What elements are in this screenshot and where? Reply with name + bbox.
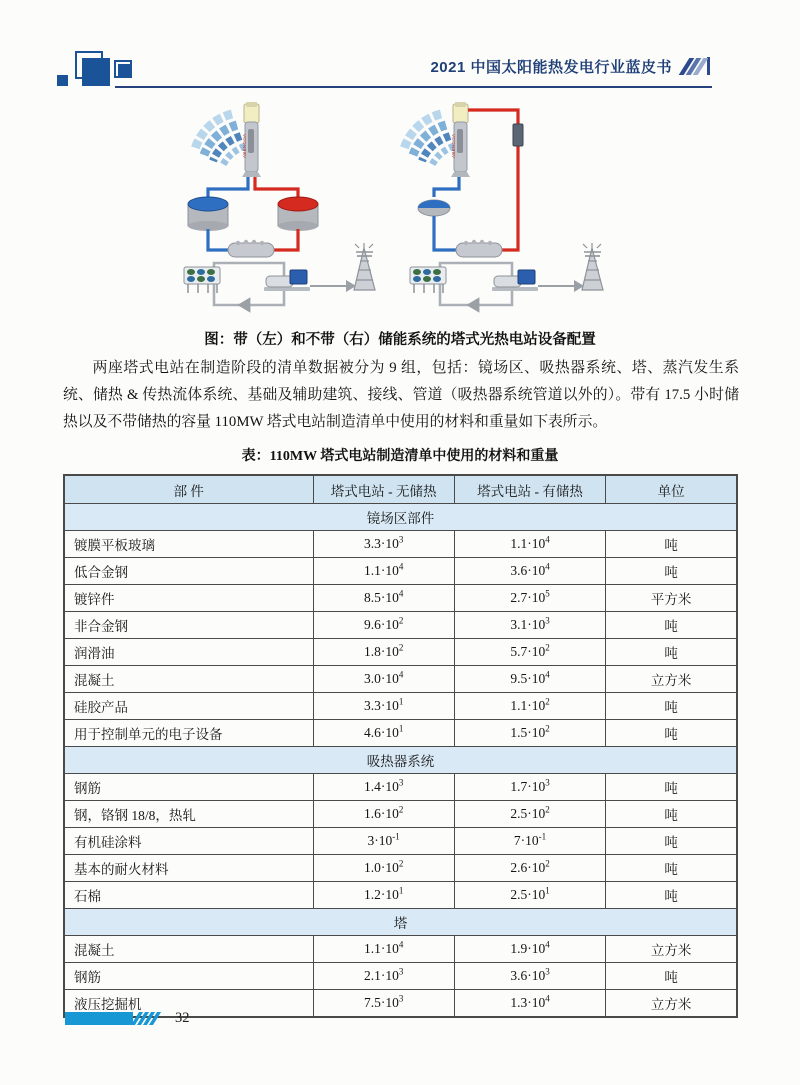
value-cell-with-storage: $9.5\cdot 10^4$ [454, 666, 605, 693]
value-cell-with-storage: $1.7\cdot 10^3$ [454, 774, 605, 801]
value-cell-with-storage: $3.6\cdot 10^4$ [454, 558, 605, 585]
unit-cell: 吨 [606, 531, 737, 558]
cold-salt-tank [188, 197, 228, 231]
value-cell-no-storage: $9.6\cdot 10^2$ [313, 612, 454, 639]
column-header-with-storage: 塔式电站 - 有储热 [454, 475, 605, 504]
value-cell-with-storage: $2.5\cdot 10^2$ [454, 801, 605, 828]
value-cell-no-storage: $7.5\cdot 10^3$ [313, 990, 454, 1018]
table-row [64, 693, 737, 720]
unit-cell: 吨 [606, 639, 737, 666]
logo-square-small [57, 75, 68, 86]
column-header-part: 部 件 [64, 475, 313, 504]
figure-caption: 图：带（左）和不带（右）储能系统的塔式光热电站设备配置 [204, 332, 596, 348]
unit-cell: 吨 [606, 774, 737, 801]
turbine-generator [492, 270, 538, 291]
tower-brand-label: ABENGOA [242, 133, 247, 158]
logo-square-right [118, 64, 131, 77]
table-row [64, 531, 737, 558]
value-cell-with-storage: $1.1\cdot 10^2$ [454, 693, 605, 720]
header-divider [115, 86, 712, 88]
value-cell-with-storage: $1.9\cdot 10^4$ [454, 936, 605, 963]
value-cell-no-storage: $3.3\cdot 10^3$ [313, 531, 454, 558]
unit-cell: 吨 [606, 855, 737, 882]
value-cell-no-storage: $4.6\cdot 10^1$ [313, 720, 454, 747]
section-row [64, 747, 737, 774]
logo-square-large [82, 58, 110, 86]
hot-salt-tank [278, 197, 318, 231]
value-cell-no-storage: $8.5\cdot 10^4$ [313, 585, 454, 612]
column-header-no-storage: 塔式电站 - 无储热 [313, 475, 454, 504]
part-cell: 镀膜平板玻璃 [64, 531, 313, 558]
unit-cell: 立方米 [606, 936, 737, 963]
materials-table [63, 474, 738, 1018]
value-cell-with-storage: $3.1\cdot 10^3$ [454, 612, 605, 639]
unit-cell: 吨 [606, 963, 737, 990]
value-cell-with-storage: $2.7\cdot 10^5$ [454, 585, 605, 612]
slashes-icon [684, 57, 710, 75]
unit-cell: 吨 [606, 720, 737, 747]
table-row [64, 558, 737, 585]
unit-cell: 吨 [606, 558, 737, 585]
value-cell-no-storage: $3\cdot 10^{-1}$ [313, 828, 454, 855]
cold-pipe-lower [434, 216, 456, 250]
table-row [64, 720, 737, 747]
part-cell: 润滑油 [64, 639, 313, 666]
value-cell-no-storage: $1.4\cdot 10^3$ [313, 774, 454, 801]
part-cell: 硅胶产品 [64, 693, 313, 720]
table-row [64, 936, 737, 963]
steam-generator [228, 240, 274, 257]
page-footer [65, 1012, 190, 1026]
value-cell-no-storage: $1.6\cdot 10^2$ [313, 801, 454, 828]
part-cell: 用于控制单元的电子设备 [64, 720, 313, 747]
turbine-generator [264, 270, 310, 291]
value-cell-with-storage: $1.3\cdot 10^4$ [454, 990, 605, 1018]
part-cell: 非合金钢 [64, 612, 313, 639]
steam-generator [456, 240, 502, 257]
unit-cell: 吨 [606, 612, 737, 639]
value-cell-with-storage: $2.6\cdot 10^2$ [454, 855, 605, 882]
part-cell: 钢，铬钢 18/8，热轧 [64, 801, 313, 828]
tower-brand-label: ABENGOA [451, 133, 456, 158]
unit-cell: 平方米 [606, 585, 737, 612]
value-cell-with-storage: $5.7\cdot 10^2$ [454, 639, 605, 666]
section-label: 塔 [64, 909, 737, 936]
table-row [64, 774, 737, 801]
table-row [64, 882, 737, 909]
control-panel-icon [513, 124, 523, 146]
heliostat-field-icon [195, 114, 245, 167]
cold-pipe [208, 177, 248, 199]
column-header-unit: 单位 [606, 475, 737, 504]
table-row [64, 639, 737, 666]
part-cell: 钢筋 [64, 774, 313, 801]
unit-cell: 吨 [606, 882, 737, 909]
unit-cell: 立方米 [606, 990, 737, 1018]
body-paragraph: 两座塔式电站在制造阶段的清单数据被分为 9 组，包括：镜场区、吸热器系统、塔、蒸汽发生系统、储热 & 传热流体系统、基础及辅助建筑、接线、管道（吸热器系统管道以外的）。带有 17.5 小时储热以及不带储热的容量 110MW 塔式电站制造清单中使用的材料和重量如下表所示。 [63, 360, 739, 430]
unit-cell: 吨 [606, 801, 737, 828]
table-row [64, 963, 737, 990]
value-cell-no-storage: $1.1\cdot 10^4$ [313, 558, 454, 585]
unit-cell: 吨 [606, 693, 737, 720]
page-header-title: 2021 中国太阳能热发电行业蓝皮书 [430, 59, 672, 76]
part-cell: 钢筋 [64, 963, 313, 990]
page-number: 32 [175, 1010, 190, 1026]
heliostat-field-icon [404, 114, 454, 167]
section-row [64, 909, 737, 936]
unit-cell: 立方米 [606, 666, 737, 693]
table-row [64, 585, 737, 612]
cold-pipe-lower [208, 229, 228, 250]
value-cell-with-storage: $1.1\cdot 10^4$ [454, 531, 605, 558]
part-cell: 石棉 [64, 882, 313, 909]
part-cell: 混凝土 [64, 936, 313, 963]
section-label: 镜场区部件 [64, 504, 737, 531]
part-cell: 混凝土 [64, 666, 313, 693]
value-cell-no-storage: $1.8\cdot 10^2$ [313, 639, 454, 666]
section-row [64, 504, 737, 531]
part-cell: 基本的耐火材料 [64, 855, 313, 882]
part-cell: 镀锌件 [64, 585, 313, 612]
table-row [64, 666, 737, 693]
plant-without-storage [404, 102, 603, 305]
value-cell-no-storage: $3.3\cdot 10^1$ [313, 693, 454, 720]
part-cell: 液压挖掘机 [64, 990, 313, 1018]
table-caption: 表：110MW 塔式电站制造清单中使用的材料和重量 [241, 449, 559, 464]
solar-tower [451, 102, 470, 177]
part-cell: 低合金钢 [64, 558, 313, 585]
value-cell-no-storage: $3.0\cdot 10^4$ [313, 666, 454, 693]
hot-pipe [468, 110, 518, 250]
hot-pipe-lower [274, 229, 298, 250]
table-header-row [64, 475, 737, 504]
section-label: 吸热器系统 [64, 747, 737, 774]
plant-with-storage [184, 102, 375, 305]
value-cell-with-storage: $2.5\cdot 10^1$ [454, 882, 605, 909]
value-cell-with-storage: $1.5\cdot 10^2$ [454, 720, 605, 747]
value-cell-no-storage: $1.1\cdot 10^4$ [313, 936, 454, 963]
solar-tower [242, 102, 261, 177]
table-row [64, 612, 737, 639]
cold-pipe [434, 177, 459, 197]
value-cell-with-storage: $3.6\cdot 10^3$ [454, 963, 605, 990]
transmission-tower [582, 243, 603, 290]
feedwater-tank [418, 200, 450, 216]
part-cell: 有机硅涂料 [64, 828, 313, 855]
unit-cell: 吨 [606, 828, 737, 855]
value-cell-no-storage: $1.0\cdot 10^2$ [313, 855, 454, 882]
table-row [64, 855, 737, 882]
materials-table-body [64, 504, 737, 1018]
value-cell-with-storage: $7\cdot 10^{-1}$ [454, 828, 605, 855]
transmission-tower [354, 243, 375, 290]
footer-bar-icon [65, 1012, 133, 1025]
value-cell-no-storage: $2.1\cdot 10^3$ [313, 963, 454, 990]
table-row [64, 828, 737, 855]
hot-pipe [255, 177, 298, 199]
value-cell-no-storage: $1.2\cdot 10^1$ [313, 882, 454, 909]
plant-configuration-figure [170, 100, 610, 326]
table-row [64, 801, 737, 828]
